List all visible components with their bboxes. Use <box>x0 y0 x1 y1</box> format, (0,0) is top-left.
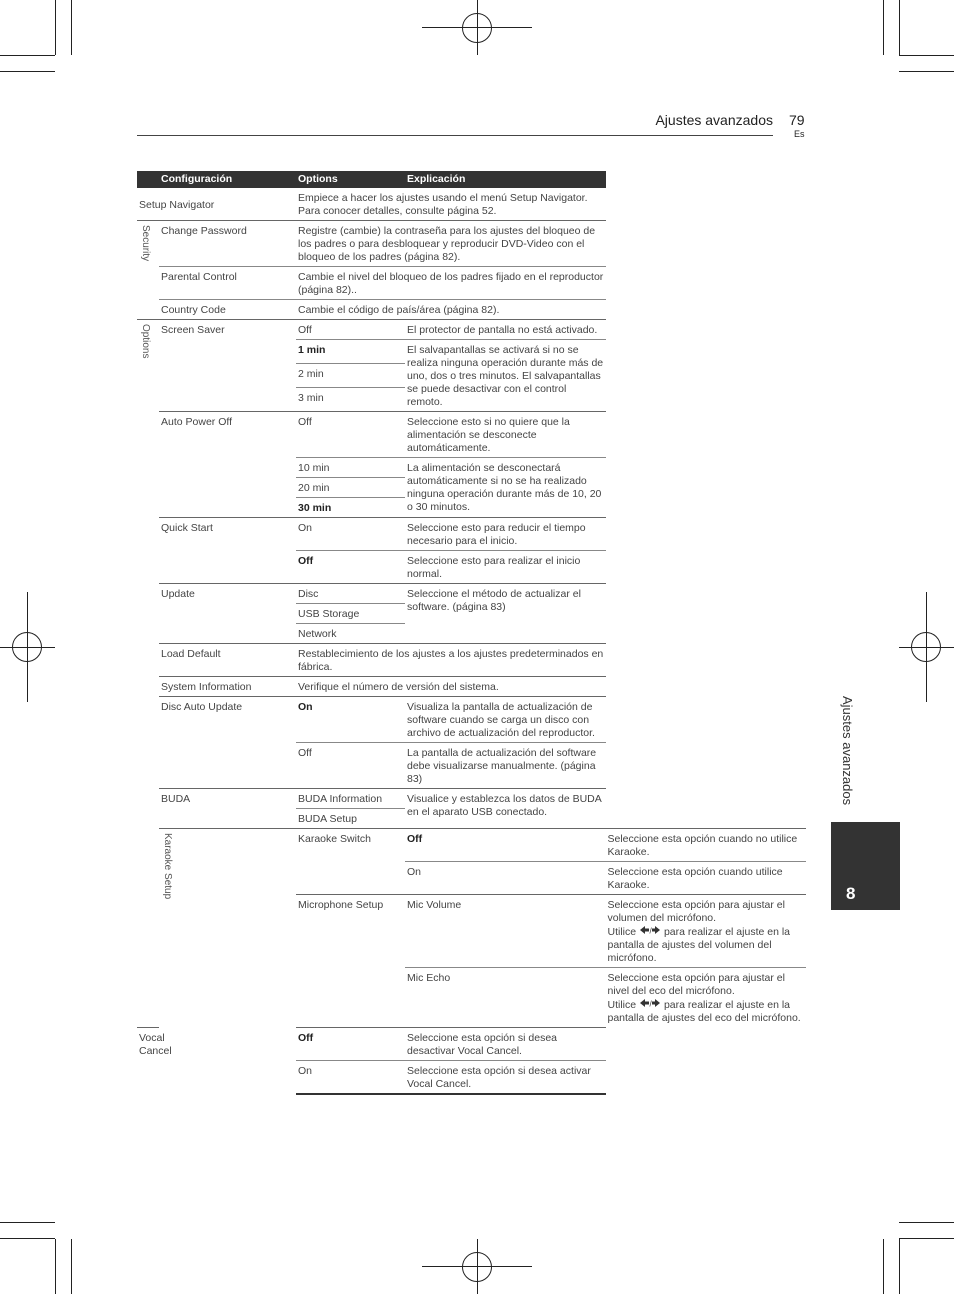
option-value: Disc <box>296 584 405 604</box>
setting-name: Parental Control <box>159 267 296 300</box>
crop-mark <box>0 71 55 72</box>
svg-text:/: / <box>649 999 652 1008</box>
crop-mark <box>55 1239 56 1294</box>
left-right-arrow-icon <box>639 925 661 935</box>
option-description-line: para realizar el ajuste en la pantalla de ajustes del eco del micrófono. <box>607 999 801 1024</box>
table-row <box>137 644 806 677</box>
setting-description: Empiece a hacer los ajustes usando el menú Setup Navigator. Para conocer detalles, consulte página 52. <box>298 192 588 217</box>
option-description <box>606 968 807 1028</box>
table-row <box>137 320 806 340</box>
crop-mark <box>55 0 56 55</box>
page-number: 79 <box>789 112 805 128</box>
svg-text:/: / <box>649 926 652 935</box>
option-description-line: Seleccione esta opción para ajustar el nivel del eco del micrófono. <box>607 972 785 997</box>
language-code: Es <box>794 129 805 139</box>
setting-name: Screen Saver <box>159 320 296 412</box>
option-value: On <box>405 862 606 895</box>
crop-mark <box>899 55 954 56</box>
option-value: 1 min <box>296 340 405 364</box>
setting-description: Cambie el código de país/área (página 82). <box>296 300 606 320</box>
option-description-line: Utilice <box>607 926 637 938</box>
table-row <box>137 677 806 697</box>
option-description: La alimentación se desconectará automáticamente si no se ha realizado ninguna operación durante más de 10, 20 o 30 minutos. <box>405 458 606 518</box>
left-right-arrow-icon <box>639 998 661 1008</box>
group-cell <box>137 221 159 320</box>
crop-mark <box>0 55 55 56</box>
table-row <box>137 789 806 809</box>
setting-name: Update <box>159 584 296 644</box>
option-value: USB Storage <box>296 604 405 624</box>
option-description: Visualiza la pantalla de actualización de software cuando se carga un disco con archivo de actualización del reproductor. <box>405 697 606 743</box>
option-value: Off <box>296 743 405 789</box>
setting-name: Quick Start <box>159 518 296 584</box>
crop-mark <box>0 1238 55 1239</box>
option-description-line: Seleccione esta opción para ajustar el volumen del micrófono. <box>607 899 785 924</box>
header-rule <box>137 135 773 136</box>
registration-circle <box>462 13 492 43</box>
option-description-line: para realizar el ajuste en la pantalla de ajustes del volumen del micrófono. <box>607 926 791 964</box>
setting-name: Vocal Cancel <box>137 1027 159 1094</box>
chapter-tab <box>831 822 900 910</box>
table-row <box>137 267 806 300</box>
crop-mark <box>899 71 954 72</box>
registration-circle <box>911 632 941 662</box>
setting-name: Microphone Setup <box>296 895 405 1028</box>
setting-name: Karaoke Switch <box>296 829 405 895</box>
setting-name: Setup Navigator <box>139 198 215 211</box>
option-description: Seleccione esta opción si desea desactivar Vocal Cancel. <box>405 1027 606 1060</box>
option-value: 20 min <box>296 478 405 498</box>
option-description: Visualice y establezca los datos de BUDA en el aparato USB conectado. <box>405 789 606 829</box>
setting-name: Load Default <box>159 644 296 677</box>
option-description: La pantalla de actualización del software debe visualizarse manualmente. (página 83) <box>405 743 606 789</box>
crop-mark <box>899 0 900 55</box>
option-value: BUDA Setup <box>296 809 405 829</box>
group-label-security: Security <box>140 225 151 262</box>
option-description: Seleccione esto para reducir el tiempo necesario para el inicio. <box>405 518 606 551</box>
crop-mark <box>71 1239 72 1294</box>
chapter-number: 8 <box>846 884 856 903</box>
setting-name: Country Code <box>159 300 296 320</box>
setting-description: Registre (cambie) la contraseña para los ajustes del bloqueo de los padres o para desbloquear y reproducir DVD-Video con el bloqueo de los padres (página 82). <box>296 221 606 267</box>
option-value: Off <box>296 551 405 584</box>
option-value: On <box>296 518 405 551</box>
group-label-karaoke: Karaoke Setup <box>162 833 173 900</box>
side-section-label: Ajustes avanzados <box>840 696 855 806</box>
option-value: Network <box>296 624 405 644</box>
setting-name: Disc Auto Update <box>159 697 296 789</box>
column-header: Configuración <box>159 171 296 188</box>
option-value: On <box>296 697 405 743</box>
option-description: Seleccione esta opción cuando no utilice Karaoke. <box>606 829 807 862</box>
crop-mark <box>899 1238 954 1239</box>
setting-name: Change Password <box>159 221 296 267</box>
option-description-line: Utilice <box>607 999 637 1011</box>
registration-circle <box>12 632 42 662</box>
option-value: 2 min <box>296 364 405 388</box>
table-row <box>137 829 806 862</box>
registration-circle <box>462 1252 492 1282</box>
section-title: Ajustes avanzados <box>655 112 773 128</box>
group-label-options: Options <box>140 324 151 359</box>
setting-description: Verifique el número de versión del sistema. <box>296 677 606 697</box>
crop-mark <box>899 1222 954 1223</box>
option-value: Mic Echo <box>405 968 606 1028</box>
table-row <box>137 188 806 221</box>
table-row <box>137 584 806 604</box>
option-description: El salvapantallas se activará si no se realiza ninguna operación durante más de uno, dos o tres minutos. El salvapantallas se puede desactivar con el control remoto. <box>405 340 606 412</box>
option-value: 10 min <box>296 458 405 478</box>
option-value: Off <box>296 1027 405 1060</box>
table-row <box>137 300 806 320</box>
table-header <box>137 171 806 188</box>
option-description: Seleccione esto para realizar el inicio normal. <box>405 551 606 584</box>
crop-mark <box>0 1222 55 1223</box>
option-value: Off <box>296 412 405 458</box>
option-description: Seleccione esto si no quiere que la alimentación se desconecte automáticamente. <box>405 412 606 458</box>
table-row <box>137 697 806 743</box>
option-description: Seleccione el método de actualizar el software. (página 83) <box>405 584 606 644</box>
option-value: Off <box>405 829 606 862</box>
option-value: Mic Volume <box>405 895 606 968</box>
option-description: Seleccione esta opción cuando utilice Karaoke. <box>606 862 807 895</box>
setting-name: Auto Power Off <box>159 412 296 518</box>
crop-mark <box>71 0 72 55</box>
group-cell <box>159 829 296 1094</box>
table-row <box>137 221 806 267</box>
group-cell <box>137 320 159 1028</box>
option-value: 3 min <box>296 388 405 412</box>
crop-mark <box>883 0 884 55</box>
column-header: Explicación <box>405 171 606 188</box>
table-row <box>137 412 806 458</box>
crop-mark <box>883 1239 884 1294</box>
option-value: On <box>296 1060 405 1094</box>
setting-description: Cambie el nivel del bloqueo de los padres fijado en el reproductor (página 82).. <box>296 267 606 300</box>
crop-mark <box>899 1239 900 1294</box>
option-value: 30 min <box>296 498 405 518</box>
option-description: El protector de pantalla no está activado. <box>405 320 606 340</box>
setting-name: System Information <box>159 677 296 697</box>
option-description <box>606 895 807 968</box>
setting-description: Restablecimiento de los ajustes a los ajustes predeterminados en fábrica. <box>296 644 606 677</box>
column-header: Options <box>296 171 405 188</box>
table-row <box>137 518 806 551</box>
settings-table <box>137 171 806 1095</box>
option-value: BUDA Information <box>296 789 405 809</box>
option-description: Seleccione esta opción si desea activar Vocal Cancel. <box>405 1060 606 1094</box>
setting-name: BUDA <box>159 789 296 829</box>
option-value: Off <box>296 320 405 340</box>
